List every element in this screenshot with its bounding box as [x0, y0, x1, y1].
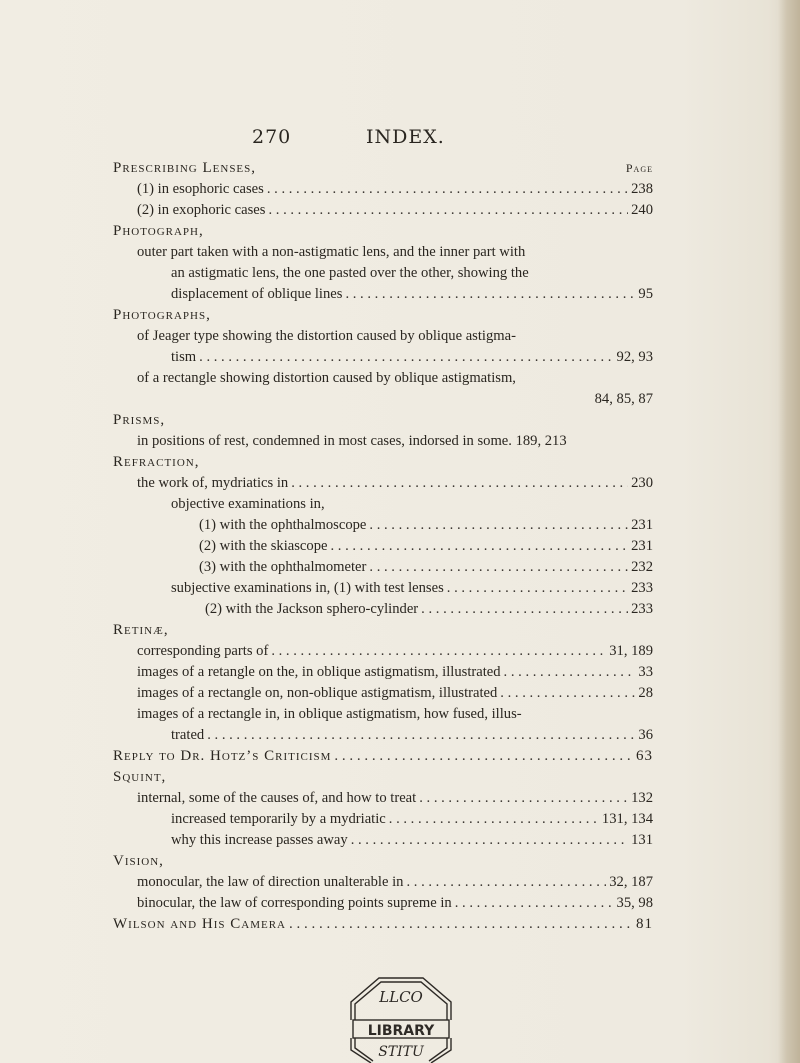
index-entry — [113, 830, 653, 851]
dot-leader — [268, 200, 628, 221]
dot-leader — [500, 683, 635, 704]
stamp-top-text: LLCO — [379, 988, 423, 1006]
index-heading-entry — [113, 746, 653, 767]
heading-text: Photographs, — [113, 307, 211, 323]
entry-text: (2) with the Jackson sphero-cylinder — [205, 601, 419, 617]
index-entry — [113, 578, 653, 599]
page-ref: 238 — [631, 181, 653, 197]
index-heading-entry — [113, 914, 653, 935]
index-entry — [113, 473, 653, 494]
entry-text: the work of, mydriatics in — [137, 475, 289, 491]
entry-text: corresponding parts of — [137, 643, 269, 659]
dot-leader — [419, 788, 628, 809]
index-list — [113, 158, 653, 935]
index-heading — [113, 767, 653, 788]
page-ref: 81 — [636, 916, 653, 932]
page-ref-line: 84, 85, 87 — [594, 391, 653, 407]
dot-leader — [369, 515, 628, 536]
index-entry — [113, 557, 653, 578]
entry-text: images of a rectangle on, non-oblique astigmatism, illustrated — [137, 685, 498, 701]
index-heading — [113, 620, 653, 641]
heading-text: Reply to Dr. Hotz’s Criticism — [113, 748, 332, 764]
heading-text: Retinæ, — [113, 622, 169, 638]
page-ref: 95 — [638, 286, 653, 302]
dot-leader — [291, 473, 628, 494]
heading-text: Squint, — [113, 769, 167, 785]
page-ref: 36 — [638, 727, 653, 743]
page-ref: 63 — [636, 748, 653, 764]
entry-text: increased temporarily by a mydriatic — [171, 811, 386, 827]
index-entry-line: an astigmatic lens, the one pasted over the other, showing the — [171, 265, 529, 281]
entry-text: (1) in esophoric cases — [137, 181, 264, 197]
index-entry-line: images of a rectangle in, in oblique astigmatism, how fused, illus- — [137, 706, 522, 722]
index-heading — [113, 221, 653, 242]
dot-leader — [199, 347, 613, 368]
index-entry — [113, 200, 653, 221]
page-ref: 35, 98 — [616, 895, 653, 911]
page-title: INDEX. — [366, 126, 445, 148]
entry-text: trated — [171, 727, 205, 743]
dot-leader — [334, 746, 633, 767]
index-entry-line: of Jeager type showing the distortion caused by oblique astigma- — [137, 328, 516, 344]
index-entry — [113, 809, 653, 830]
entry-text: displacement of oblique lines — [171, 286, 343, 302]
dot-leader — [421, 599, 628, 620]
page-ref: 92, 93 — [616, 349, 653, 365]
index-heading — [113, 158, 653, 179]
heading-text: Prisms, — [113, 412, 166, 428]
dot-leader — [345, 284, 635, 305]
entry-text: tism — [171, 349, 197, 365]
entry-text: subjective examinations in, (1) with test lenses — [171, 580, 444, 596]
index-entry — [113, 641, 653, 662]
dot-leader — [330, 536, 628, 557]
dot-leader — [207, 725, 635, 746]
index-entry-line: in positions of rest, condemned in most cases, indorsed in some. 189, 213 — [137, 433, 567, 449]
index-heading — [113, 410, 653, 431]
index-heading — [113, 851, 653, 872]
heading-text: Refraction, — [113, 454, 200, 470]
index-entry — [113, 599, 653, 620]
index-entry — [113, 872, 653, 893]
dot-leader — [289, 914, 633, 935]
dot-leader — [271, 641, 606, 662]
index-entry — [113, 179, 653, 200]
page-ref: 233 — [631, 580, 653, 596]
page-ref: 32, 187 — [609, 874, 653, 890]
index-entry — [113, 725, 653, 746]
page-ref: 33 — [638, 664, 653, 680]
entry-text: (3) with the ophthalmometer — [199, 559, 367, 575]
page-column-label: Page — [625, 161, 653, 175]
dot-leader — [455, 893, 614, 914]
page-number: 270 — [252, 126, 292, 148]
index-entry-line: outer part taken with a non-astigmatic lens, and the inner part with — [137, 244, 526, 260]
index-entry — [113, 662, 653, 683]
index-entry-line: objective examinations in, — [171, 496, 325, 512]
dot-leader — [504, 662, 636, 683]
page-ref: 31, 189 — [609, 643, 653, 659]
page-ref: 131 — [631, 832, 653, 848]
index-entry — [113, 893, 653, 914]
index-entry — [113, 536, 653, 557]
entry-text: why this increase passes away — [171, 832, 348, 848]
heading-text: Prescribing Lenses, — [113, 160, 257, 176]
heading-text: Photograph, — [113, 223, 204, 239]
dot-leader — [389, 809, 599, 830]
page-ref: 230 — [631, 475, 653, 491]
index-entry — [113, 788, 653, 809]
page-ref: 132 — [631, 790, 653, 806]
dot-leader — [267, 179, 628, 200]
dot-leader — [406, 872, 606, 893]
index-entry-line: of a rectangle showing distortion caused by oblique astigmatism, — [137, 370, 516, 386]
entry-text: (2) in exophoric cases — [137, 202, 266, 218]
library-stamp — [341, 972, 461, 1063]
stamp-center-text: LIBRARY — [367, 1023, 435, 1039]
index-entry — [113, 347, 653, 368]
page-ref: 233 — [631, 601, 653, 617]
page-ref: 240 — [631, 202, 653, 218]
heading-text: Wilson and His Camera — [113, 916, 286, 932]
entry-text: (1) with the ophthalmoscope — [199, 517, 367, 533]
page-edge — [778, 0, 800, 1063]
page-ref: 28 — [638, 685, 653, 701]
entry-text: internal, some of the causes of, and how to treat — [137, 790, 417, 806]
entry-text: monocular, the law of direction unalterable in — [137, 874, 404, 890]
heading-text: Vision, — [113, 853, 164, 869]
index-entry — [113, 683, 653, 704]
stamp-bottom-text: STITU — [378, 1044, 424, 1060]
index-heading — [113, 305, 653, 326]
dot-leader — [369, 557, 628, 578]
index-heading — [113, 452, 653, 473]
page-ref: 131, 134 — [601, 811, 653, 827]
page-ref: 231 — [631, 538, 653, 554]
page-ref: 232 — [631, 559, 653, 575]
page-ref: 231 — [631, 517, 653, 533]
index-entry — [113, 284, 653, 305]
entry-text: (2) with the skiascope — [199, 538, 328, 554]
index-entry — [113, 515, 653, 536]
entry-text: images of a retangle on the, in oblique astigmatism, illustrated — [137, 664, 501, 680]
entry-text: binocular, the law of corresponding points supreme in — [137, 895, 452, 911]
dot-leader — [447, 578, 628, 599]
dot-leader — [351, 830, 628, 851]
